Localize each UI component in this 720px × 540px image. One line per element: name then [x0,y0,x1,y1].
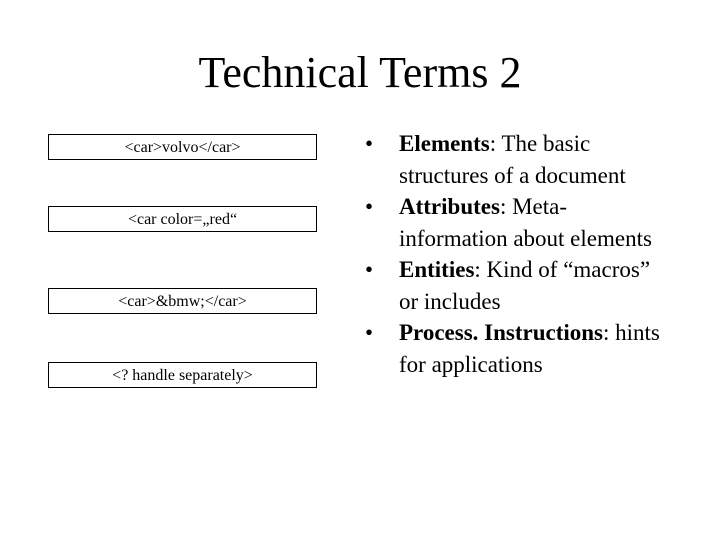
example-box-entity: <car>&bmw;</car> [48,288,317,314]
term-description: : Meta-information about elements [399,194,652,251]
term-description: : Kind of “macros” or includes [399,257,651,314]
terms-bullet-list [365,128,665,380]
bullet-item-elements [365,128,665,191]
example-box-processing-instruction: <? handle separately> [48,362,317,388]
bullet-icon: • [365,320,374,345]
bullet-item-process-instructions [365,317,665,380]
term-elements: Elements [399,131,490,156]
bullet-icon: • [365,131,374,156]
term-entities: Entities [399,257,475,282]
bullet-icon: • [365,257,374,282]
term-description: : hints for applications [399,320,660,377]
bullet-item-entities [365,254,665,317]
slide-title: Technical Terms 2 [198,48,522,97]
term-attributes: Attributes [399,194,500,219]
bullet-item-attributes [365,191,665,254]
example-box-attribute: <car color=„red“ [48,206,317,232]
bullet-icon: • [365,194,374,219]
term-description: : The basic structures of a document [399,131,626,188]
example-box-element: <car>volvo</car> [48,134,317,160]
term-process-instructions: Process. Instructions [399,320,604,345]
